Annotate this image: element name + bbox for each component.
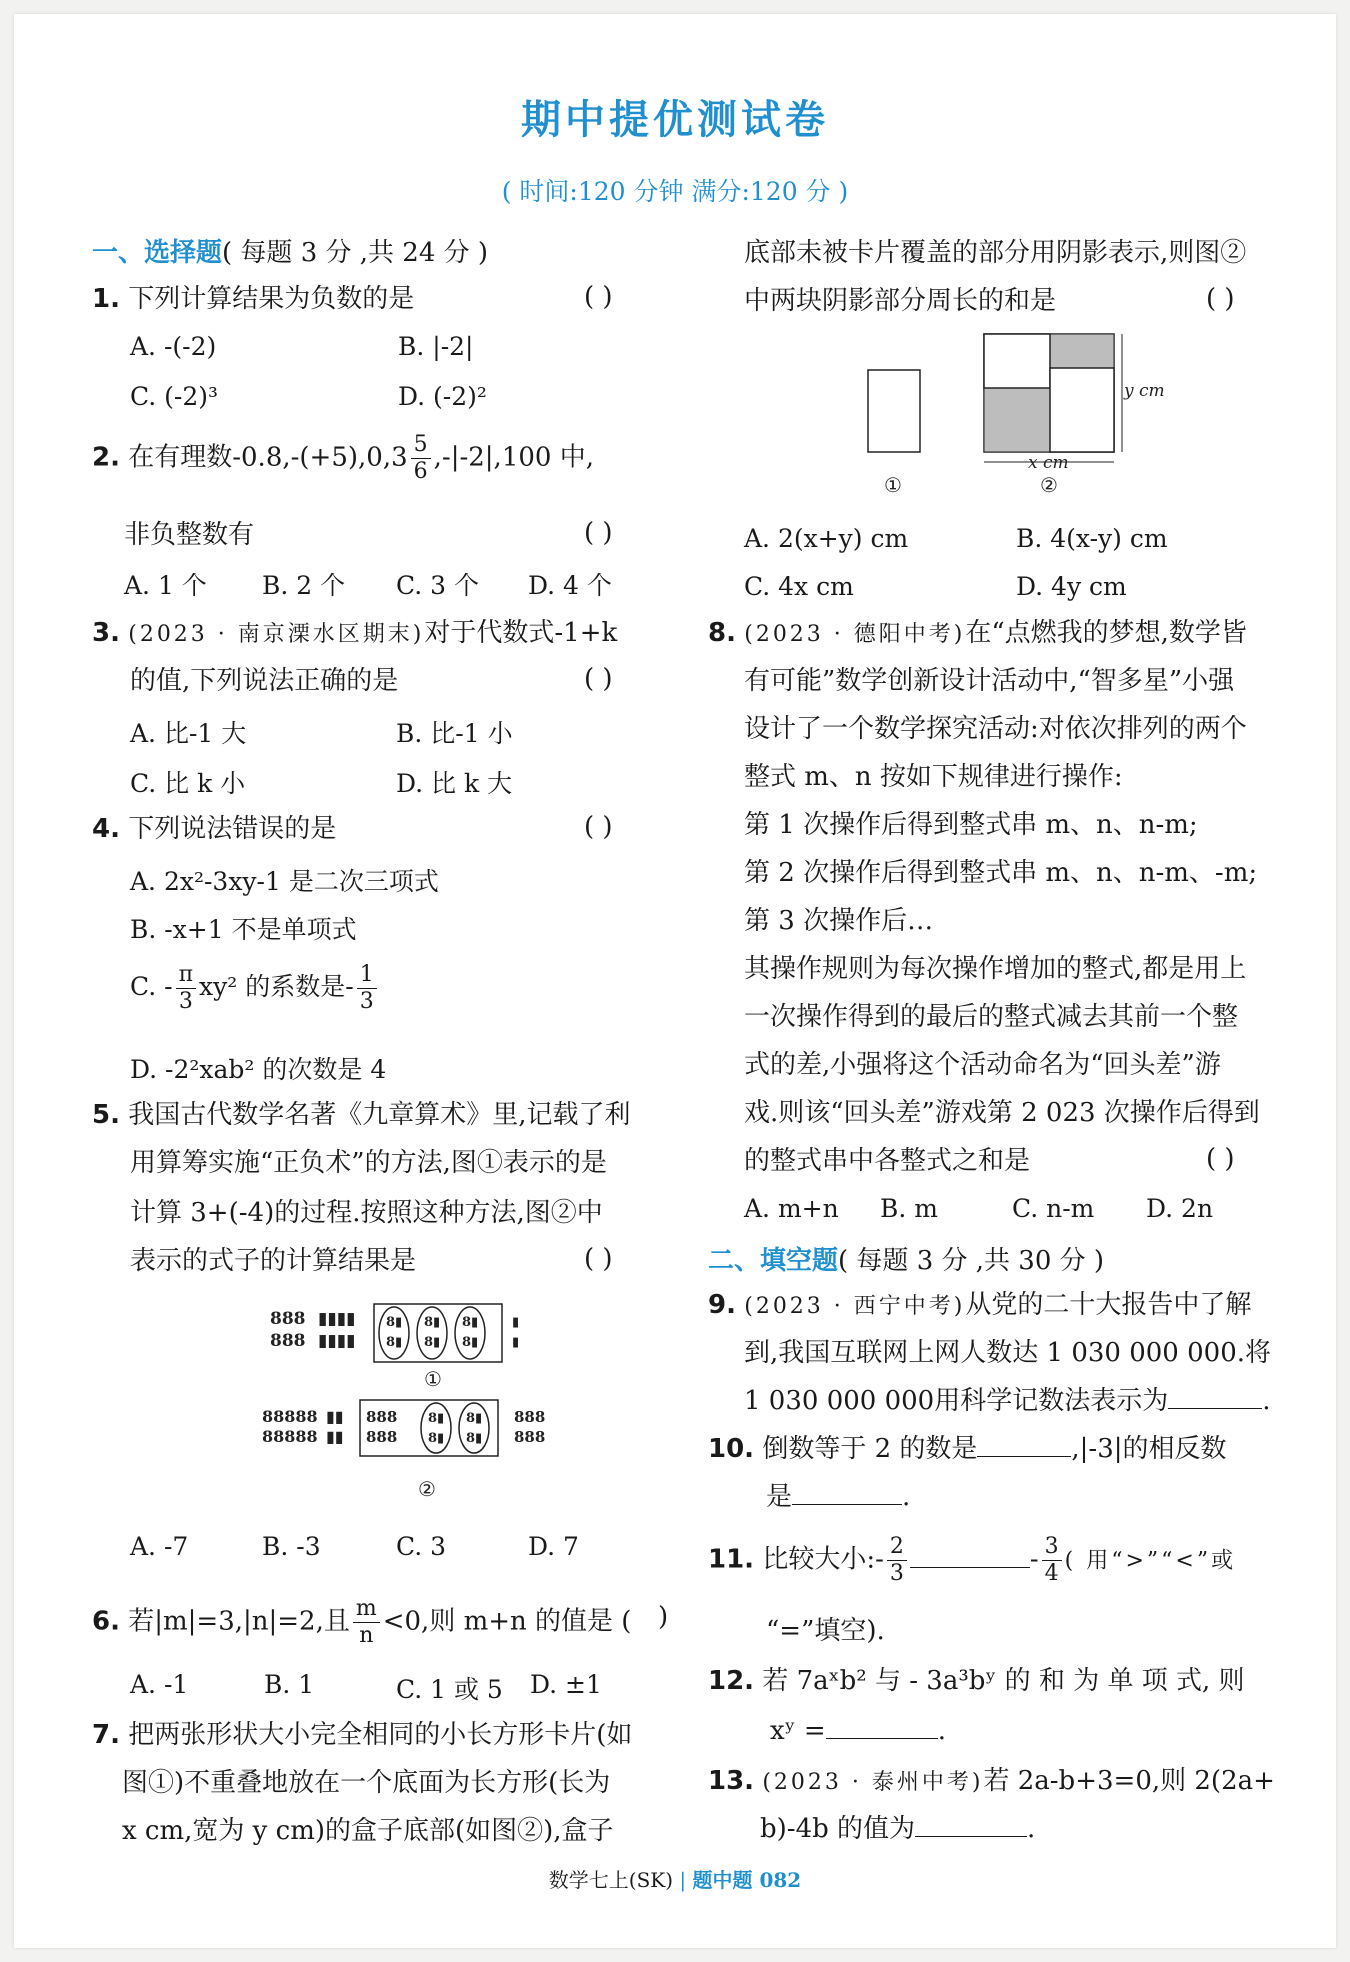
question-13-line-2: b)-4b 的值为 . (760, 1814, 1036, 1844)
option-b: B. 1 (264, 1670, 315, 1699)
page-footer (0, 1864, 1350, 1893)
page-title: 期中提优测试卷 (521, 96, 829, 143)
svg-text:8▮: 8▮ (462, 1335, 479, 1350)
answer-blank (826, 1738, 938, 1739)
svg-text:8▮: 8▮ (424, 1315, 441, 1330)
svg-text:8▮: 8▮ (428, 1431, 445, 1446)
option-d: D. 2n (1146, 1194, 1214, 1223)
section-fill-header (708, 1240, 1104, 1277)
question-8-line: 其操作规则为每次操作增加的整式,都是用上 (744, 954, 1247, 984)
answer-paren: ( ) (584, 664, 613, 694)
svg-text:8▮: 8▮ (424, 1335, 441, 1350)
answer-blank (1168, 1408, 1262, 1409)
question-2-stem: 2. 在有理数-0.8,-(+5),0,3 $\frac{5}{6}$ ,-|-2|,100 中, (92, 432, 594, 484)
svg-text:8▮: 8▮ (386, 1315, 403, 1330)
answer-paren: ( ) (584, 518, 613, 548)
option-c: C. 1 或 5 (396, 1675, 503, 1704)
svg-text:888: 888 (514, 1408, 546, 1426)
option-c: C. (-2)³ (130, 382, 219, 411)
option-a: A. -(-2) (130, 332, 217, 361)
question-3-stem: 3. (2023 · 南京溧水区期末)对于代数式-1+k (92, 618, 618, 648)
svg-text:8▮: 8▮ (386, 1335, 403, 1350)
option-a: A. 比-1 大 (130, 719, 247, 748)
footer-page: 题中题 082 (692, 1868, 802, 1892)
option-b: B. |-2| (398, 332, 474, 361)
section-choice-header (92, 232, 488, 269)
question-11-line-2: “=”填空). (766, 1616, 885, 1646)
question-6-stem: 6. 若|m|=3,|n|=2,且 $\frac{m}{n}$ <0,则 m+n 的值是 ( (92, 1596, 632, 1648)
shaded-region-2 (1050, 334, 1114, 368)
option-c: C. 比 k 小 (130, 769, 246, 798)
rod-group: 888 (270, 1331, 306, 1351)
option-b: B. m (880, 1194, 938, 1223)
svg-text:8▮: 8▮ (462, 1315, 479, 1330)
page-subtitle: ( 时间:120 分钟 满分:120 分 ) (501, 177, 849, 206)
question-8-line: 有可能”数学创新设计活动中,“智多星”小强 (744, 666, 1235, 696)
question-13-line-1: 13. (2023 · 泰州中考)若 2a-b+3=0,则 2(2a+ (708, 1766, 1275, 1796)
option-d: D. 4y cm (1016, 572, 1127, 601)
question-10-line-2: 是 . (766, 1482, 911, 1512)
option-a: A. m+n (744, 1194, 839, 1223)
question-12-line-1: 12. 若 7aˣb² 与 - 3a³bʸ 的 和 为 单 项 式, 则 (708, 1666, 1245, 1696)
answer-paren: ( ) (584, 812, 613, 842)
option-c: C. n-m (1012, 1194, 1095, 1223)
question-11-line-1: 11. 比较大小:- $\frac{2}{3}$ - $\frac{3}{4}$ ( 用“>”“<”或 (708, 1534, 1237, 1586)
option-b: B. 比-1 小 (396, 719, 513, 748)
answer-paren: ( ) (584, 1244, 613, 1274)
question-1-stem: 1. 下列计算结果为负数的是 (92, 284, 415, 314)
option-a: A. -7 (130, 1532, 189, 1561)
svg-text:▮: ▮ (512, 1335, 520, 1350)
section-fill-label: 二、填空题 (708, 1246, 839, 1276)
question-8-line: 戏.则该“回头差”游戏第 2 023 次操作后得到 (744, 1098, 1260, 1128)
svg-text:88888: 88888 (262, 1427, 318, 1446)
question-5-line-1: 5. 我国古代数学名著《九章算术》里,记载了利 (92, 1100, 631, 1130)
option-c: C. - $\frac{\pi}{3}$ xy² 的系数是- $\frac{1}{3}$ (130, 962, 380, 1015)
answer-blank (910, 1567, 1030, 1568)
option-d: D. (-2)² (398, 382, 487, 411)
rod-group: ▮▮▮▮ (318, 1331, 356, 1351)
svg-text:8▮: 8▮ (466, 1431, 483, 1446)
option-b: B. -x+1 不是单项式 (130, 915, 357, 944)
question-8-line: 第 2 次操作后得到整式串 m、n、n-m、-m; (744, 858, 1258, 888)
fraction: $\frac{1}{3}$ (357, 962, 377, 1015)
question-4-stem: 4. 下列说法错误的是 (92, 814, 337, 844)
option-c: C. 4x cm (744, 572, 854, 601)
card-placed-1 (984, 334, 1050, 388)
svg-text:▮▮: ▮▮ (326, 1427, 344, 1446)
question-8-line: 的整式串中各整式之和是 (744, 1146, 1031, 1176)
svg-text:▮▮: ▮▮ (326, 1407, 344, 1426)
svg-text:8▮: 8▮ (428, 1411, 445, 1426)
question-5-line-2: 用算筹实施“正负术”的方法,图①表示的是 (130, 1148, 607, 1178)
x-label: x cm (1028, 453, 1069, 473)
option-a: A. 1 个 (124, 571, 207, 600)
question-2-stem-2: 非负整数有 (124, 520, 255, 550)
question-12-line-2: xʸ = . (770, 1716, 946, 1746)
option-c: C. 3 个 (396, 571, 479, 600)
option-d: D. 比 k 大 (396, 769, 513, 798)
section-choice-note: ( 每题 3 分 ,共 24 分 ) (222, 238, 489, 268)
fraction: $\frac{5}{6}$ (411, 432, 431, 485)
question-7-line-5: 中两块阴影部分周长的和是 (744, 286, 1057, 316)
shaded-region-1 (984, 388, 1050, 452)
option-a: A. -1 (130, 1670, 189, 1699)
answer-blank (915, 1836, 1027, 1837)
question-3-stem-2: 的值,下列说法正确的是 (130, 666, 399, 696)
svg-text:888: 888 (366, 1408, 398, 1426)
figure-1-label: ① (884, 473, 902, 497)
figure-2-label: ② (1040, 473, 1058, 497)
question-8-line: 整式 m、n 按如下规律进行操作: (744, 762, 1123, 792)
answer-blank (792, 1504, 902, 1505)
fraction: $\frac{m}{n}$ (353, 1596, 380, 1649)
question-7-line-4: 底部未被卡片覆盖的部分用阴影表示,则图② (744, 238, 1247, 268)
answer-paren: ( ) (1206, 1144, 1235, 1174)
question-9-line-2: 到,我国互联网上网人数达 1 030 000 000.将 (744, 1338, 1272, 1368)
figure-1-label: ① (424, 1367, 442, 1391)
question-8-line: 第 3 次操作后… (744, 906, 934, 936)
question-9-line-3: 1 030 000 000用科学记数法表示为 . (744, 1386, 1271, 1416)
svg-text:88888: 88888 (262, 1407, 318, 1426)
question-7-line-3: x cm,宽为 y cm)的盒子底部(如图②),盒子 (122, 1816, 614, 1846)
question-7-line-2: 图①)不重叠地放在一个底面为长方形(长为 (122, 1768, 611, 1798)
option-b: B. 2 个 (262, 571, 346, 600)
answer-paren: ( ) (584, 282, 613, 312)
option-b: B. 4(x-y) cm (1016, 524, 1168, 553)
section-fill-note: ( 每题 3 分 ,共 30 分 ) (838, 1246, 1105, 1276)
option-d: D. -2²xab² 的次数是 4 (130, 1055, 387, 1084)
question-8-line: 一次操作得到的最后的整式减去其前一个整 (744, 1002, 1239, 1032)
fraction: $\frac{2}{3}$ (887, 1534, 907, 1587)
option-d: D. ±1 (530, 1670, 602, 1699)
question-5-line-4: 表示的式子的计算结果是 (130, 1246, 417, 1276)
question-5-line-3: 计算 3+(-4)的过程.按照这种方法,图②中 (130, 1198, 603, 1228)
counting-rods-figure (262, 1300, 562, 1510)
question-9-line-1: 9. (2023 · 西宁中考)从党的二十大报告中了解 (708, 1290, 1252, 1320)
card-placed-2 (1050, 368, 1114, 452)
svg-text:▮: ▮ (512, 1315, 520, 1330)
rod-group: 888 (270, 1309, 306, 1329)
figure-1-box (374, 1304, 502, 1362)
option-a: A. 2(x+y) cm (744, 524, 909, 553)
answer-paren: ( ) (1206, 284, 1235, 314)
option-d: D. 7 (528, 1532, 579, 1561)
card-figure-1 (868, 370, 920, 452)
option-a: A. 2x²-3xy-1 是二次三项式 (130, 867, 439, 896)
question-8-line: 设计了一个数学探究活动:对依次排列的两个 (744, 714, 1247, 744)
answer-paren-close: ) (658, 1602, 669, 1632)
rod-group: ▮▮▮▮ (318, 1309, 356, 1329)
svg-text:888: 888 (514, 1428, 546, 1446)
question-8-line-1: 8. (2023 · 德阳中考)在“点燃我的梦想,数学皆 (708, 618, 1247, 648)
svg-text:888: 888 (366, 1428, 398, 1446)
question-7-line-1: 7. 把两张形状大小完全相同的小长方形卡片(如 (92, 1720, 633, 1750)
figure-2-label: ② (418, 1477, 436, 1501)
option-b: B. -3 (262, 1532, 321, 1561)
rectangle-cards-figure (860, 330, 1180, 510)
question-8-line: 式的差,小强将这个活动命名为“回头差”游 (744, 1050, 1221, 1080)
section-choice-label: 一、选择题 (92, 238, 223, 268)
answer-blank (977, 1456, 1071, 1457)
y-label: y cm (1124, 381, 1165, 401)
question-8-line: 第 1 次操作后得到整式串 m、n、n-m; (744, 810, 1198, 840)
svg-text:8▮: 8▮ (466, 1411, 483, 1426)
footer-separator: | (679, 1868, 687, 1892)
fraction: $\frac{\pi}{3}$ (176, 962, 196, 1015)
fraction: $\frac{3}{4}$ (1042, 1534, 1062, 1587)
option-c: C. 3 (396, 1532, 447, 1561)
option-d: D. 4 个 (528, 571, 612, 600)
footer-book: 数学七上(SK) (548, 1868, 674, 1892)
question-10-line-1: 10. 倒数等于 2 的数是 ,|-3|的相反数 (708, 1434, 1227, 1464)
